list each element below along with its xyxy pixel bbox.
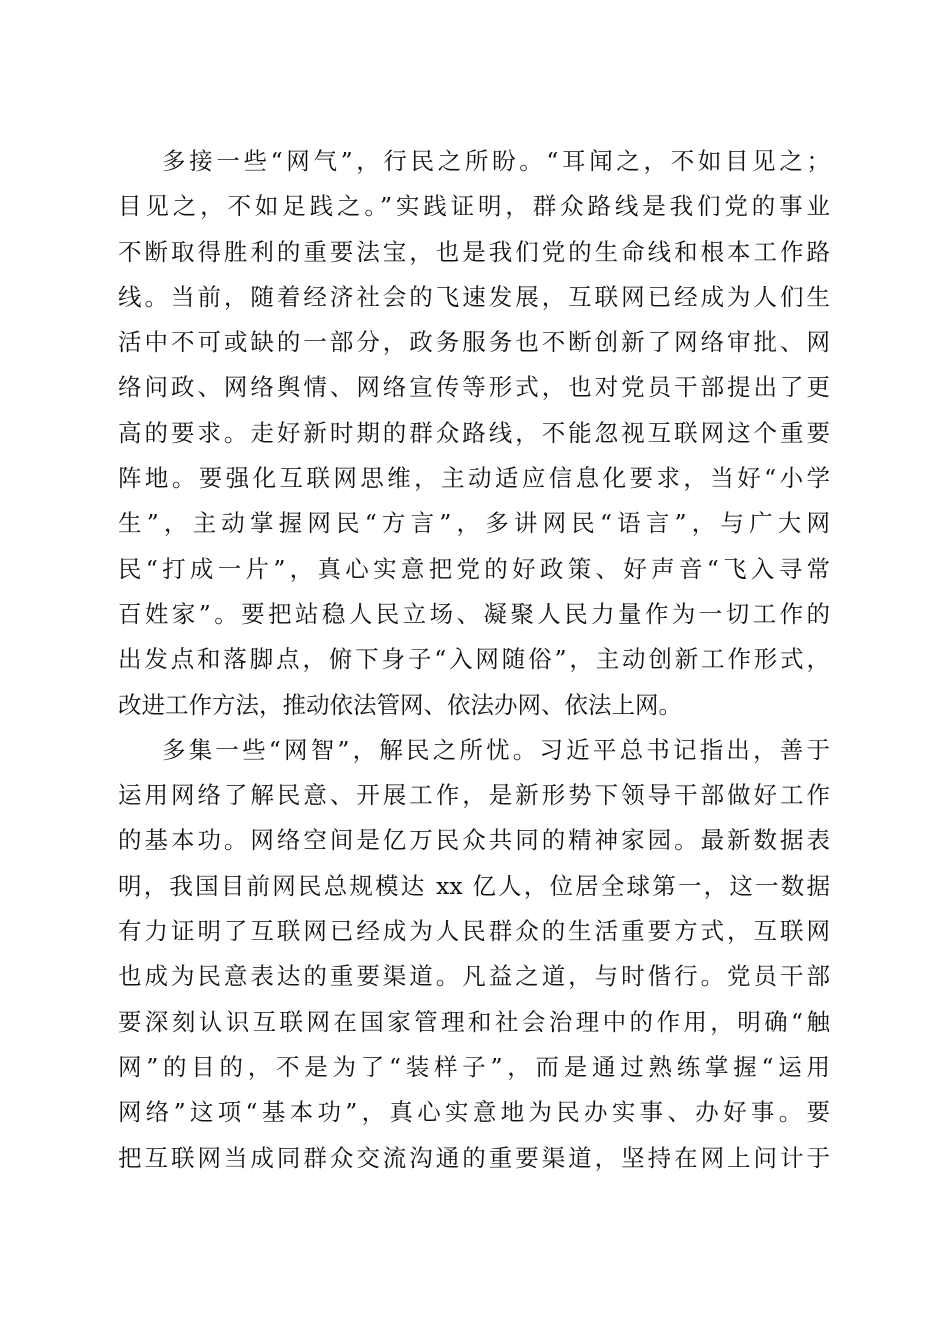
text-line: 百姓家”。要把站稳人民立场、凝聚人民力量作为一切工作的: [118, 599, 830, 628]
text-line: 线。当前，随着经济社会的飞速发展，互联网已经成为人们生: [118, 282, 830, 311]
text-line: 也成为民意表达的重要渠道。凡益之道，与时偕行。党员干部: [118, 962, 830, 991]
text-line: 民“打成一片”，真心实意把党的好政策、好声音“飞入寻常: [118, 554, 830, 583]
text-line: 网络”这项“基本功”，真心实意地为民办实事、办好事。要: [118, 1098, 830, 1127]
text-line: 多集一些“网智”，解民之所忧。习近平总书记指出，善于: [162, 735, 830, 764]
text-line: 的基本功。网络空间是亿万民众共同的精神家园。最新数据表: [118, 826, 830, 855]
text-line: 网”的目的，不是为了“装样子”，而是通过熟练掌握“运用: [118, 1052, 830, 1081]
text-line: 不断取得胜利的重要法宝，也是我们党的生命线和根本工作路: [118, 237, 830, 266]
text-line: 明，我国目前网民总规模达 xx 亿人，位居全球第一，这一数据: [118, 871, 830, 900]
text-line: 目见之，不如足践之。”实践证明，群众路线是我们党的事业: [118, 192, 830, 221]
text-line: 多接一些“网气”，行民之所盼。“耳闻之，不如目见之；: [162, 147, 830, 175]
document-body: [118, 139, 830, 1181]
text-line: 阵地。要强化互联网思维，主动适应信息化要求，当好“小学: [118, 464, 830, 493]
text-line: 高的要求。走好新时期的群众路线，不能忽视互联网这个重要: [118, 418, 830, 447]
text-line: 络问政、网络舆情、网络宣传等形式，也对党员干部提出了更: [118, 373, 830, 402]
text-line: 活中不可或缺的一部分，政务服务也不断创新了网络审批、网: [118, 328, 830, 357]
text-line: 改进工作方法，推动依法管网、依法办网、依法上网。: [118, 690, 682, 719]
text-line: 运用网络了解民意、开展工作，是新形势下领导干部做好工作: [118, 781, 830, 810]
text-line: 出发点和落脚点，俯下身子“入网随俗”，主动创新工作形式，: [118, 645, 830, 674]
text-line: 把互联网当成同群众交流沟通的重要渠道，坚持在网上问计于: [118, 1143, 830, 1172]
text-line: 要深刻认识互联网在国家管理和社会治理中的作用，明确“触: [118, 1007, 830, 1036]
paragraph-1: [118, 139, 830, 728]
text-line: 有力证明了互联网已经成为人民群众的生活重要方式，互联网: [118, 917, 830, 946]
text-line: 生”，主动掌握网民“方言”，多讲网民“语言”，与广大网: [118, 509, 830, 538]
paragraph-2: [118, 728, 830, 1181]
